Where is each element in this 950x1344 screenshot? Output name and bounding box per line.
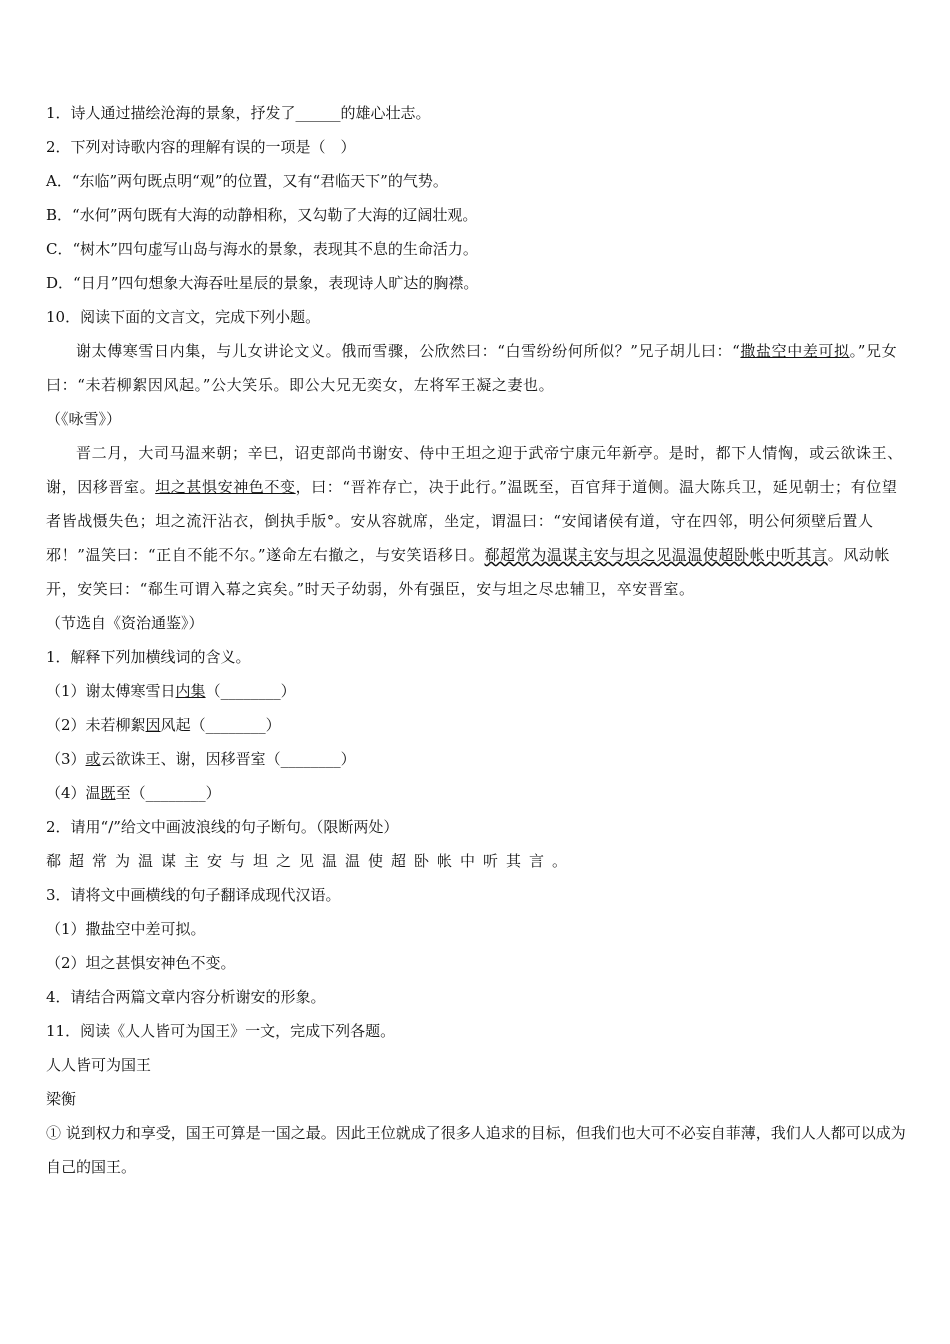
item-underlined: 内集 xyxy=(175,682,206,700)
item-underlined: 既 xyxy=(100,784,116,802)
passage-1-underlined: 撒盐空中差可拟 xyxy=(740,342,850,360)
document-page xyxy=(46,96,906,1184)
item-blank: 风起（________） xyxy=(160,716,281,734)
q10-source-2: （节选自《资治通鉴》） xyxy=(46,614,204,632)
passage-2-text-a: 晋二月，大司马温来朝；辛巳，诏吏部尚书谢安、侍中王坦之迎于武帝宁康元年新亭。是时，都下人情恟，或云欲诛王、谢，因移晋室。 xyxy=(46,444,903,496)
item-text: （4）温 xyxy=(46,784,101,802)
q10-sub-1-item-1 xyxy=(46,674,906,708)
item-text: （1）谢太傅寒雪日 xyxy=(46,682,176,700)
q10-sub-2: 2．请用“/”给文中画波浪线的句子断句。（限断两处） xyxy=(46,818,399,836)
q10-sub-1-item-3 xyxy=(46,742,906,776)
item-underlined: 因 xyxy=(145,716,161,734)
q9-item-2: 2．下列对诗歌内容的理解有误的一项是（ ） xyxy=(46,138,356,156)
item-blank: 至（________） xyxy=(115,784,221,802)
q9-item-1: 1．诗人通过描绘沧海的景象，抒发了______的雄心壮志。 xyxy=(46,104,431,122)
q10-title: 10．阅读下面的文言文，完成下列小题。 xyxy=(46,308,321,326)
q9-option-d: D．“日月”四句想象大海吞吐星辰的景象，表现诗人旷达的胸襟。 xyxy=(46,274,479,292)
q9-option-c: C．“树木”四句虚写山岛与海水的景象，表现其不息的生命活力。 xyxy=(46,240,478,258)
q11-article-title: 人人皆可为国王 xyxy=(46,1056,152,1074)
item-underlined: 或 xyxy=(85,750,101,768)
q10-passage-2 xyxy=(46,436,906,606)
item-blank: （________） xyxy=(205,682,296,700)
q11-paragraph-1: ① 说到权力和享受，国王可算是一国之最。因此王位就成了很多人追求的目标，但我们也大可不必妄自菲薄，我们人人都可以成为自己的国王。 xyxy=(46,1124,906,1176)
q10-sub-3-item-2: （2）坦之甚惧安神色不变。 xyxy=(46,954,236,972)
q10-sub-4: 4．请结合两篇文章内容分析谢安的形象。 xyxy=(46,988,326,1006)
q11-author: 梁衡 xyxy=(46,1090,77,1108)
q9-option-b: B．“水何”两句既有大海的动静相称，又勾勒了大海的辽阔壮观。 xyxy=(46,206,478,224)
q10-sub-2-sentence: 郗超常为温谋主安与坦之见温温使超卧帐中听其言。 xyxy=(46,852,576,870)
passage-2-underlined: 坦之甚惧安神色不变 xyxy=(155,478,296,496)
passage-1-text-b: 。”兄女曰：“未若柳絮因风起。”公大笑乐。即公大兄无奕女，左将军王凝之妻也。 xyxy=(46,342,898,394)
item-text: （3） xyxy=(46,750,86,768)
q9-option-a: A．“东临”两句既点明“观”的位置，又有“君临天下”的气势。 xyxy=(46,172,448,190)
passage-1-text-a: 谢太傅寒雪日内集，与儿女讲论文义。俄而雪骤，公欣然曰：“白雪纷纷何所似？”兄子胡儿曰：“ xyxy=(76,342,741,360)
q10-passage-1 xyxy=(46,334,906,402)
q10-sub-1-item-2 xyxy=(46,708,906,742)
item-blank: 云欲诛王、谢，因移晋室（________） xyxy=(100,750,356,768)
q10-sub-1-item-4 xyxy=(46,776,906,810)
q10-sub-3: 3．请将文中画横线的句子翻译成现代汉语。 xyxy=(46,886,341,904)
q10-sub-1: 1．解释下列加横线词的含义。 xyxy=(46,648,251,666)
item-text: （2）未若柳絮 xyxy=(46,716,146,734)
q10-sub-3-item-1: （1）撒盐空中差可拟。 xyxy=(46,920,206,938)
q10-source-1: （《咏雪》） xyxy=(46,410,122,428)
passage-2-wavy: 郗超常为温谋主安与坦之见温温使超卧帐中听其言 xyxy=(484,546,828,564)
passage-2-text-b: ，曰：“晋祚存亡，决于此行。”温既至，百官拜于道侧。温大陈兵卫，延见朝士；有位望者皆战慑失色；坦之流汗沾衣，倒执手版°。安从容就席，坐定，谓温曰：“安闻诸侯有道，守在四邻，明公何须壁后置人邪！”温笑曰：“正自不能不尔。”遂命左右撤之，与安笑语移日。 xyxy=(46,478,898,564)
passage-2-text-c: 。风动帐开，安笑曰：“郗生可谓入幕之宾矣。”时天子幼弱，外有强臣，安与坦之尽忠辅卫，卒安晋室。 xyxy=(46,546,891,598)
q11-title: 11．阅读《人人皆可为国王》一文，完成下列各题。 xyxy=(46,1022,396,1040)
